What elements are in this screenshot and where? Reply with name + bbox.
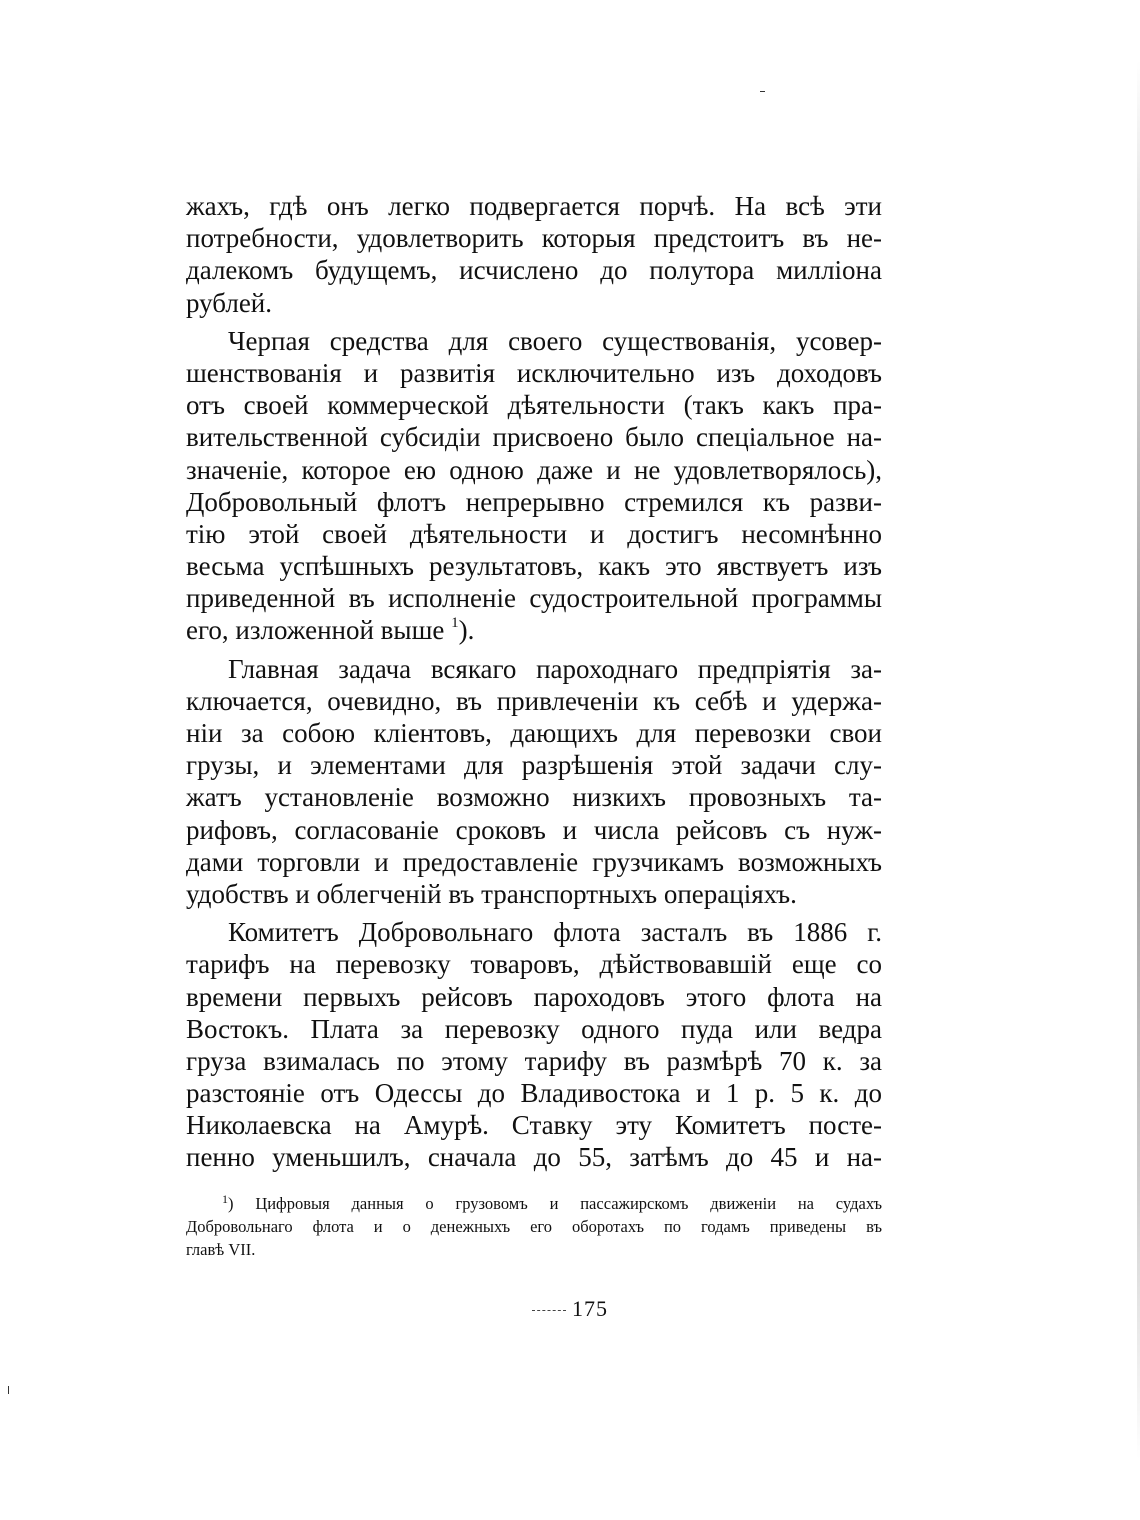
page-number (470, 1294, 670, 1324)
text-line: Черпая средства для своего существованія, усовер- (228, 325, 882, 356)
text-line: отъ своей коммерческой дѣятельности (такъ какъ пра- (186, 390, 882, 421)
text-line: жахъ, гдѣ онъ легко подвергается порчѣ. На всѣ эти (186, 191, 882, 221)
body-text (186, 190, 882, 1174)
footnote-line: Добровольнаго флота и о денежныхъ его оборотахъ по годамъ приведены въ (186, 1217, 882, 1236)
text-line: ключается, очевидно, въ привлеченіи къ себѣ и удержа- (186, 685, 882, 716)
page-number-dash (532, 1310, 566, 1311)
text-line: жатъ установленіе возможно низкихъ провозныхъ та- (186, 782, 882, 813)
footnote-line: $^1$) Цифровыя данныя о грузовомъ и пассажирскомъ движеніи на судахъ (222, 1192, 882, 1213)
text-line (186, 614, 882, 646)
text-line: грузы, и элементами для разрѣшенія этой задачи слу- (186, 750, 882, 781)
footnote (186, 1192, 882, 1261)
text-line: Главная задача всякаго пароходнаго предпріятія за- (228, 653, 882, 684)
text-line-tail: ). (458, 615, 475, 646)
text-line: Николаевска на Амурѣ. Ставку эту Комитетъ посте- (186, 1110, 882, 1141)
text-line: далекомъ будущемъ, исчислено до полутора милліона (186, 255, 882, 286)
page-number-value: 175 (572, 1296, 608, 1321)
text-line: времени первыхъ рейсовъ пароходовъ этого флота на (186, 981, 882, 1012)
text-line: рублей. (186, 287, 273, 318)
scan-speck (760, 91, 765, 92)
text-line: шенствованія и развитія исключительно изъ доходовъ (186, 357, 882, 388)
text-line: рифовъ, согласованіе сроковъ и числа рейсовъ съ нуж- (186, 814, 882, 845)
text-line: вительственной субсидіи присвоено было спеціальное на- (186, 422, 882, 453)
footnote-mark: 1 (222, 1192, 228, 1206)
text-line: дами торговли и предоставленіе грузчикамъ возможныхъ (186, 846, 882, 877)
scan-speck (8, 1386, 9, 1394)
text-line: разстояніе отъ Одессы до Владивостока и 1 р. 5 к. до (186, 1078, 882, 1109)
text-line: Добровольный флотъ непрерывно стремился къ разви- (186, 486, 882, 517)
text-line-body: его, изложенной выше (186, 615, 445, 646)
text-line: весьма успѣшныхъ результатовъ, какъ это явствуетъ изъ (186, 551, 882, 582)
footnote-line: главѣ VII. (186, 1240, 256, 1259)
footnote-line-text: Цифровыя данныя о грузовомъ и пассажирскомъ движеніи на судахъ (255, 1194, 882, 1213)
text-line: Комитетъ Добровольнаго флота засталъ въ 1886 г. (228, 917, 882, 948)
text-line: пенно уменьшилъ, сначала до 55, затѣмъ до 45 и на- (186, 1142, 882, 1173)
text-line: Востокъ. Плата за перевозку одного пуда или ведра (186, 1013, 882, 1044)
text-line: потребности, удовлетворить которыя предстоитъ въ не- (186, 223, 882, 254)
text-line: удобствъ и облегченій въ транспортныхъ операціяхъ. (186, 878, 797, 909)
footnote-reference: 1 (451, 615, 459, 632)
text-line: ніи за собою кліентовъ, дающихъ для перевозки свои (186, 718, 882, 748)
text-line: значеніе, которое ею одною даже и не удовлетворялось), (186, 454, 882, 485)
text-line: приведенной въ исполненіе судостроительной программы (186, 583, 882, 614)
text-line: тарифъ на перевозку товаровъ, дѣйствовавшій еще со (186, 949, 882, 980)
text-line: груза взималась по этому тарифу въ размѣрѣ 70 к. за (186, 1045, 882, 1076)
text-line: тію этой своей дѣятельности и достигъ несомнѣнно (186, 518, 882, 549)
